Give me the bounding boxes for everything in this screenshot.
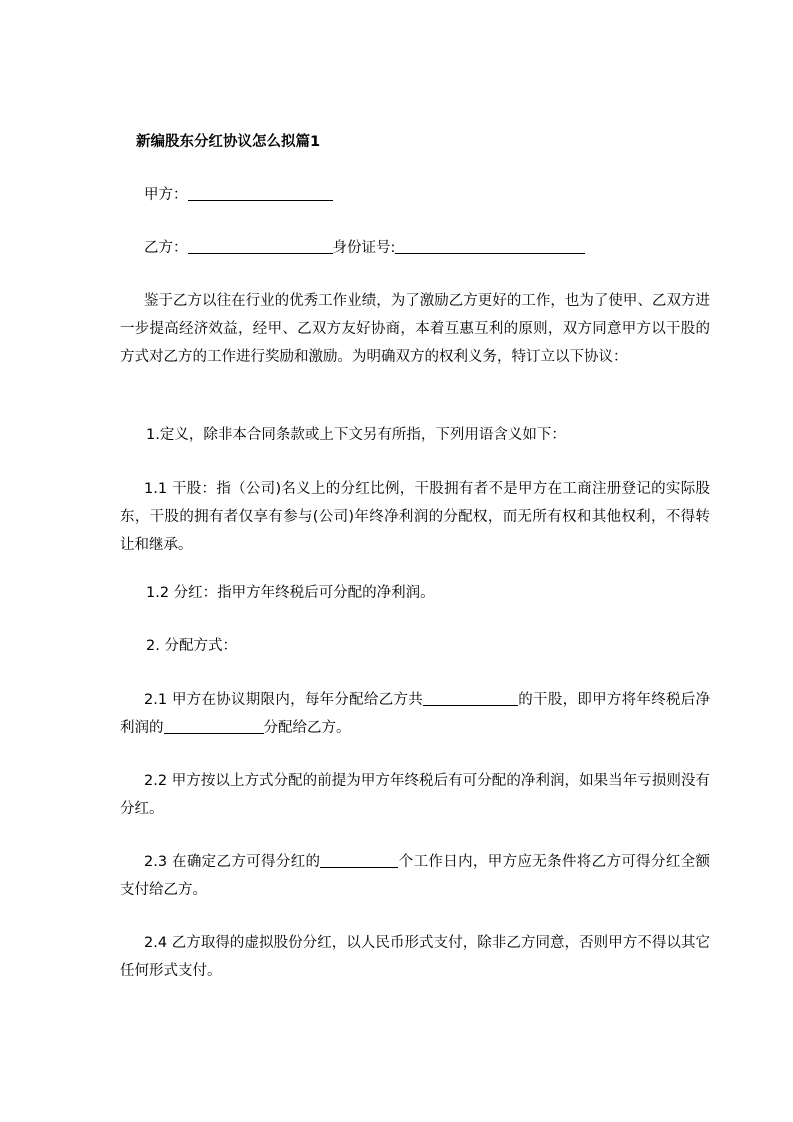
section-2-heading: 2. 分配方式：: [146, 638, 237, 654]
section-2-3-text-b: 个工作日内，甲方应无条件将乙方可得分红全额支付给乙方。: [120, 854, 710, 898]
section-1-heading: 1.定义，除非本合同条款或上下文另有所指，下列用语含义如下：: [146, 427, 566, 443]
section-2-2-paragraph: 2.2 甲方按以上方式分配的前提为甲方年终税后有可分配的净利润，如果当年亏损则没有分红。: [120, 773, 710, 817]
section-2-1-text-a: 2.1 甲方在协议期限内，每年分配给乙方共: [144, 692, 424, 708]
section-2-1-paragraph: [120, 686, 710, 742]
party-a-line: [144, 186, 333, 204]
section-2-4-paragraph: 2.4 乙方取得的虚拟股份分红，以人民币形式支付，除非乙方同意，否则甲方不得以其它任何形式支付。: [120, 935, 710, 979]
section-2-1-text-c: 分配给乙方。: [263, 720, 351, 736]
document-title: 新编股东分红协议怎么拟篇1: [136, 134, 321, 150]
party-b-label: 乙方：: [144, 240, 188, 256]
party-a-blank: [188, 186, 333, 201]
preamble-paragraph: 鉴于乙方以往在行业的优秀工作业绩，为了激励乙方更好的工作，也为了使甲、乙双方进一步提高经济效益，经甲、乙双方友好协商，本着互惠互利的原则，双方同意甲方以干股的方式对乙方的工作进行奖励和激励。为明确双方的权利义务，特订立以下协议：: [120, 293, 710, 365]
section-1-1-paragraph: 1.1 干股：指（公司)名义上的分红比例，干股拥有者不是甲方在工商注册登记的实际股东，干股的拥有者仅享有参与(公司)年终净利润的分配权，而无所有权和其他权利，不得转让和继承。: [120, 481, 710, 553]
profit-ratio-blank: [164, 719, 264, 734]
section-1-2-paragraph: 1.2 分红：指甲方年终税后可分配的净利润。: [146, 585, 435, 601]
party-b-blank: [188, 239, 333, 254]
section-2-1-text-b: 的干股，即甲方将年终税后净利润的: [120, 692, 711, 736]
id-blank: [395, 239, 585, 254]
dry-share-blank: [423, 691, 518, 706]
id-label: 身份证号:: [332, 240, 396, 256]
party-a-label: 甲方：: [144, 187, 188, 203]
party-b-line: [144, 239, 585, 257]
section-2-3-paragraph: [120, 848, 710, 904]
section-2-3-text-a: 2.3 在确定乙方可得分红的: [144, 854, 321, 870]
workdays-blank: [320, 853, 398, 868]
